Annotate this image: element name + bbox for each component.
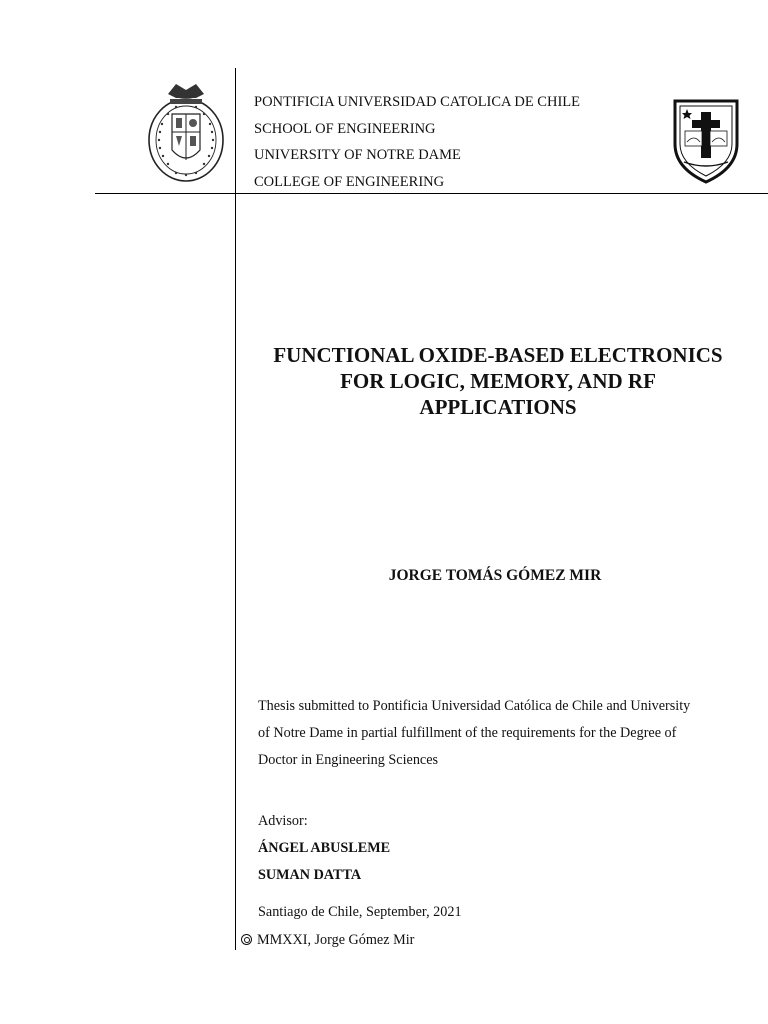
author-name: JORGE TOMÁS GÓMEZ MIR — [388, 567, 602, 584]
institution-line: UNIVERSITY OF NOTRE DAME — [254, 147, 461, 163]
institution-list — [254, 89, 580, 195]
vertical-rule — [235, 68, 236, 950]
advisor-block — [258, 808, 390, 889]
thesis-title — [248, 342, 748, 420]
thesis-statement — [258, 693, 738, 774]
thesis-line: Thesis submitted to Pontificia Universidad Católica de Chile and University — [258, 698, 691, 714]
copyright-line — [241, 932, 414, 949]
advisor-name: SUMAN DATTA — [258, 867, 362, 883]
thesis-line: Doctor in Engineering Sciences — [258, 752, 439, 768]
institution-line: PONTIFICIA UNIVERSIDAD CATOLICA DE CHILE — [254, 94, 580, 110]
notre-dame-shield-icon — [672, 98, 740, 184]
advisor-label: Advisor: — [258, 813, 308, 829]
title-line: APPLICATIONS — [419, 395, 577, 419]
institution-line: COLLEGE OF ENGINEERING — [254, 173, 445, 190]
thesis-line: of Notre Dame in partial fulfillment of the requirements for the Degree of — [258, 725, 677, 741]
copyright-text: MMXXI, Jorge Gómez Mir — [257, 932, 415, 948]
place-date: Santiago de Chile, September, 2021 — [258, 904, 462, 920]
puc-chile-seal-icon — [146, 80, 226, 184]
title-line: FUNCTIONAL OXIDE-BASED ELECTRONICS — [273, 343, 723, 367]
copyright-icon — [241, 934, 252, 945]
institution-line: SCHOOL OF ENGINEERING — [254, 120, 436, 137]
advisor-name: ÁNGEL ABUSLEME — [258, 840, 391, 856]
title-line: FOR LOGIC, MEMORY, AND RF — [340, 369, 656, 393]
